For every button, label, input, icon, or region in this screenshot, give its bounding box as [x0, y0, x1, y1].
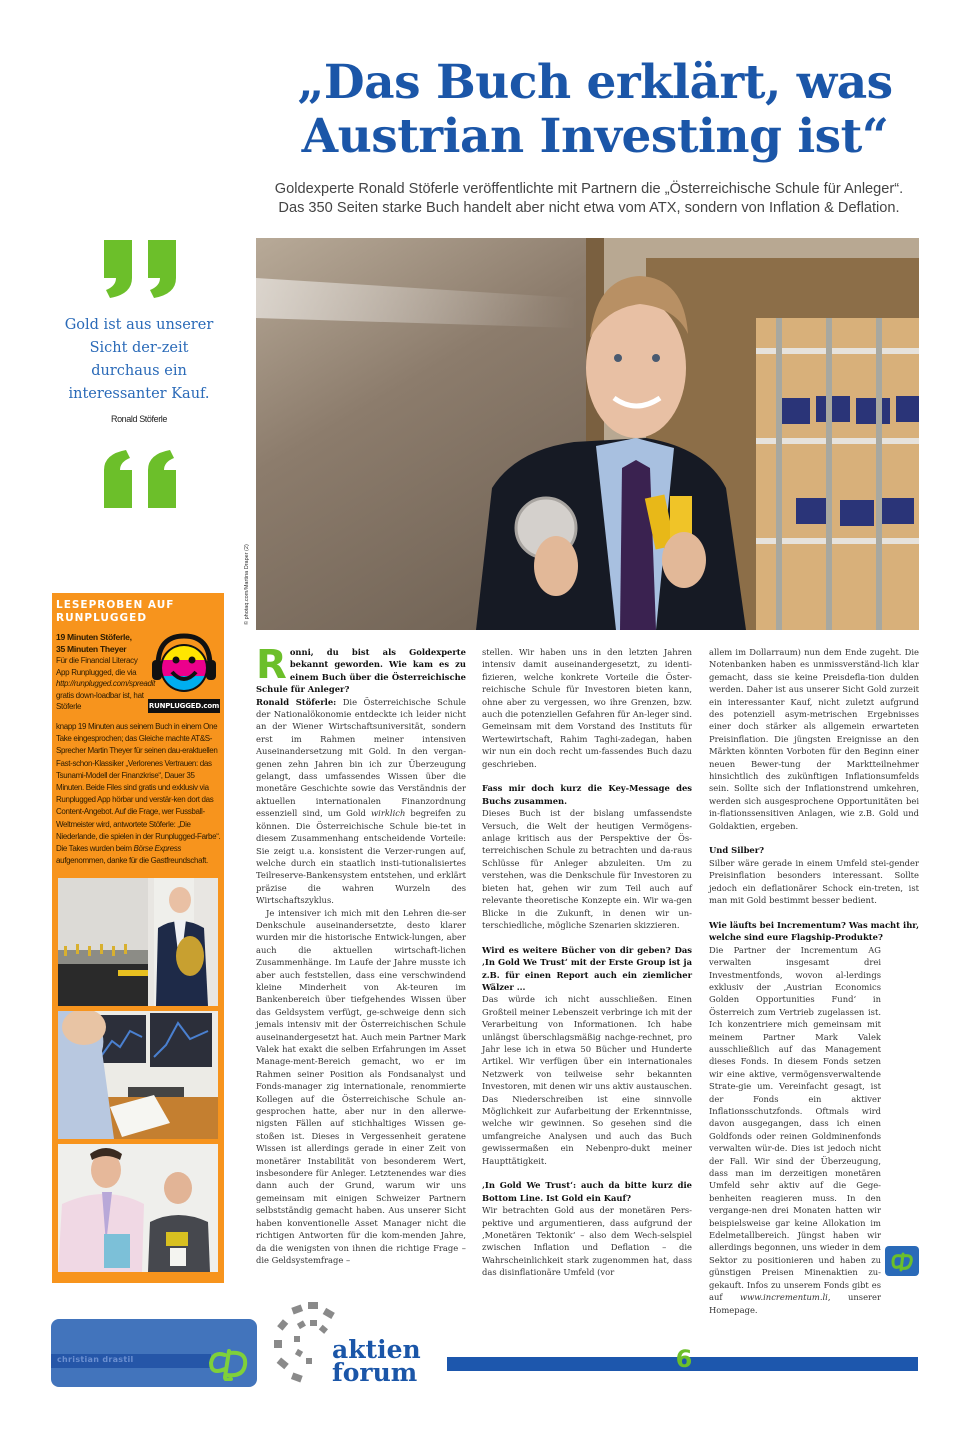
boerse-express-text: Börse Express	[133, 844, 182, 854]
photo-credit: © photaq.com/Martina Draper (2)	[244, 544, 250, 625]
wordmark-line: aktien	[332, 1335, 421, 1364]
photo-reading-desk	[58, 1011, 218, 1139]
dropcap: R	[256, 642, 287, 688]
answer-paragraph: allem im Dollarraum) nun dem Ende zugeht. Die Notenbanken haben es unmissverständ-lich klar gemacht, dass sie keine Preisdefla-tion dulden werden. Daher ist aus unserer Sicht Gold zurzeit ein interessanter Kauf, nicht zuletzt aufgrund des potenziell asym-metrischen Ergebnisses einer doch stärker als allgemein erwarteten Preisinflation. Die jüngsten Ereignisse an den Märkten könnten Vorboten für den Beginn einer neuen Bewer-tung der Marktteilnehmer hinsichtlich des zukünftigen Inflationsumfelds sein. Sollte sich der Inflationstrend umkehren, werden sich ausgesprochene Opportunitäten bei in-flationssensitiven Anlagen, wie z.B. Gold und Goldaktien, ergeben.	[709, 647, 919, 831]
incrementum-link[interactable]: www.incrementum.li	[739, 1292, 828, 1303]
lead-line: Das 350 Seiten starke Buch handelt aber nicht etwa vom ATX, sondern von Inflation & Deflation.	[278, 200, 900, 216]
sidebar-subtitle	[56, 632, 151, 655]
main-photo-stoeferle-gold	[256, 238, 919, 630]
lead-paragraph	[255, 180, 923, 218]
sidebar-text: knapp 19 Minuten aus seinem Buch in einem One Take eingesprochen; das Gleiche machte AT&S-Sprecher Martin Theyer für seinen dau-eraktuellen Fast-schon-Klassiker „Verlorenes Vertrauen: das Tsunami-Modell der Finanzkrise“, Dauer 35 Minuten. Beide Files sind gratis und exklusiv via Runplugged App hörbar und verstär-ken dort das Content-Angebot. Auf die Frage, wer Fussball-Weltmeister wird, antwortete Stöferle: „Die Niederlande, die spielen in der Runplugged-Farbe“. Die Takes wurden beim	[56, 722, 221, 854]
headphone-smiley-icon	[148, 630, 220, 698]
answer-text: begreifen zu können. Die Österreichische Schule bie-tet in diesem Zusammenhang entscheidende Vorteile: Sie zeigt u.a. konsistent die Verzer-rungen auf, welche durch ein staatlich insti-tutionalisiertes Teilreserve-Bankensystem entstehen, und erklärt präzise die wahren Wurzeln des Wirtschaftszyklus.	[256, 808, 466, 906]
answer-paragraph: Silber wäre gerade in einem Umfeld stei-gender Preisinflation besonders interessant. Sollte jedoch ein deflationärer Schock ein-treten, ist man mit Gold bestimmt besser bedient.	[709, 857, 919, 906]
emphasis-text: wirklich	[370, 808, 406, 819]
answer-paragraph: Dieses Buch ist der bislang umfassendste Versuch, die Welt der heutigen Vermögens-anlage kritisch aus der Perspektive der Ös-terreichischen Schule zu betrachten und da-raus Schlüsse für Anleger abzuleiten. Um zu verstehen, was die Denkschule für Investoren zu bieten hat, gehen wir zum Teil auch auf relevante theoretische Konzepte ein. Wir wa-gen Blicke in die Zukunft, in denen wir un-terschiedliche, mögliche Szenarien skizzieren.	[482, 808, 692, 930]
sidebar-subtitle-line: 19 Minuten Stöferle,	[56, 632, 132, 642]
sidebar-text: aufgenommen, danke für die Gastfreundschaft.	[56, 856, 208, 866]
answer-text: Die Partner der Incrementum AG verwalten insgesamt drei Investmentfonds, wovon al-lerdings exklusiv der ‚Austrian Economics Golden Opportunities Fund‘ in Österreich zum Vertrieb zugelassen ist. Ich konzentriere mich gemeinsam mit meinem Partner Mark Valek ausschließlich auf das Management dieses Fonds. In diesem Fonds setzen wir eine aktive, vermögensverwaltende Strate-gie um. Vereinfacht gesagt, ist der Fonds ein aktiver Inflationsschutzfonds. Oftmals wird davon ausgegangen, dass ich einen Goldfonds oder reinen Goldminenfonds verwalten wür-de. Dies ist jedoch nicht der Fall. Wir sind der Überzeugung, dass man im derzeitigen monetären Umfeld sehr aktiv auf die Gege-benheiten reagieren muss. In den vergange-nen drei Monaten hatten wir beispielsweise gar keine Allokation im Edelmetallbereich. Jüngst haben wir allerdings begonnen, uns wieder in dem Sektor zu positionieren und haben zu günstigen Preisen Minenaktien zu-gekauft. Infos zu unserem Fonds gibt es auf	[709, 944, 881, 1303]
sidebar-title: LESEPROBEN AUF RUNPLUGGED	[56, 599, 175, 624]
answer-paragraph: Das würde ich nicht ausschließen. Einen Großteil meiner Lebenszeit verbringe ich mit der Verarbeitung von Informationen. Ich habe unlängst überschlagsmäßig nachge-rechnet, pro Jahr lese ich in etwa 50 Bücher und Hunderte Artikel. Wir verfügen über ein internationales Netzwerk von teilweise sehr bekannten Investoren, mit denen wir uns aktiv austauschen. Das Niederschreiben ist eine sinnvolle Möglichkeit zur Aufarbeitung der Erkenntnisse, welche wir gewinnen. So gesehen sind die umfangreiche Analysen und auch das Buch gewissermaßen ein Nebenpro-dukt meiner Haupttätigkeit.	[482, 994, 692, 1166]
photo-stoeferle-trophy	[58, 878, 218, 1006]
photo-two-men-book	[58, 1144, 218, 1272]
article-column-2	[482, 646, 692, 1279]
author-logo-christian-drastil	[51, 1319, 257, 1387]
answer-text: Die Österreichische Schule der Nationalökonomie entdeckte ich leider nicht an der Wiener Wirtschaftsuniversität, sondern erst im Rahmen meiner intensiven Auseinandersetzung mit Gold. In den vergan-genen zehn Jahren bin ich zur Überzeugung gelangt, dass umfassendes Wissen über die monetäre Geschichte sowie das Verständnis der aktuellen internationalen Finanzordnung essenziell sind, um Gold	[256, 696, 466, 819]
lead-line: Goldexperte Ronald Stöferle veröffentlichte mit Partnern die „Österreichische Schule für Anleger“.	[274, 181, 904, 197]
answer-paragraph: Je intensiver ich mich mit den Lehren die-ser Denkschule auseinandersetzte, desto klarer wurden mir die historische Entwick-lungen, aber auch die aktuellen wirtschaft-lichen Zusammenhänge. Im Laufe der Jahre musste ich aber auch feststellen, dass eine verschwindend kleine Minderheit von Ak-teuren im Bankenbereich über tiefgehendes Wissen über das Geldsystem verfügt, ge-schweige denn sich jemals intensiv mit der Österreichischen Schule auseinandergesetzt hat. Auch mein Partner Mark Valek hat exakt die selben Erfahrungen im Asset Manage-ment-Bereich gemacht, wo er im Rahmen seiner Position als Fondsanalyst und Fonds-manager zig internationale, renommierte Kollegen auf die Österreichische Schule an-gesprochen hatte, aber nur in den allerwe-nigsten Fällen auf stichhaltiges Wissen ge-stoßen ist. Dieses in Vergessenheit geratene Wissen ist allerdings gerade in einer Zeit von monetärer Instabilität von besonderem Wert, insbesondere für Anleger. Letztenendes war dies dann auch der Grund, warum wir uns gemeinsam mit einigen Schweizer Partnern selbstständig gemacht haben. Aus unserer Sicht haben konventionelle Asset Manager nicht die richtigen Antworten für die kom-menden Jahre, da die wenigsten von ihnen die richtige Frage – die Geldsystemfrage –	[256, 907, 466, 1265]
runplugged-link[interactable]: http://runplugged.com/spreadit	[56, 679, 156, 689]
question: Wird es weitere Bücher von dir geben? Das ‚In Gold We Trust‘ mit der Erste Group ist ja z.B. für einen Report auch ein ziemlicher Wälzer ...	[482, 944, 692, 992]
question: Fass mir doch kurz die Key-Message des Buchs zusammen.	[482, 783, 692, 806]
cd-end-mark-icon	[885, 1246, 919, 1276]
pull-quote-text: Gold ist aus unserer Sicht der-zeit durchaus ein interessanter Kauf.	[64, 317, 214, 402]
runplugged-brand-label: RUNPLUGGED.com	[148, 699, 220, 713]
speaker-name: Ronald Stöferle:	[256, 696, 337, 707]
question: ‚In Gold We Trust‘: auch da bitte kurz die Bottom Line. Ist Gold ein Kauf?	[482, 1180, 692, 1203]
closing-quote-icon	[90, 240, 190, 300]
author-name: christian drastil	[57, 1355, 134, 1364]
runplugged-sidebar	[52, 593, 224, 1283]
pull-quote-author: Ronald Stöferle	[110, 414, 168, 424]
headline: „Das Buch erklärt, was Austrian Investing ist“	[297, 55, 893, 164]
page-number: 6	[675, 1345, 693, 1373]
aktienforum-wordmark	[332, 1335, 421, 1387]
article-column-1	[256, 642, 466, 1266]
sidebar-subtitle-line: 35 Minuten Theyer	[56, 643, 127, 654]
question: Wie läufts bei Incrementum? Was macht ihr, welche sind eure Flagship-Produkte?	[709, 919, 919, 943]
answer-text: , unserer Homepage.	[709, 1292, 881, 1315]
sidebar-text: Für die Financial Literacy App Runplugged, die via	[56, 656, 138, 677]
answer-paragraph: stellen. Wir haben uns in den letzten Jahren intensiv damit auseinandergesetzt, zu identi-fizieren, welche konkrete Vorteile die Öster-reichische Schule für Investoren bieten kann, ohne aber zu vergessen, wo ihre Grenzen, bzw. auch die potenziellen Gefahren für An-leger sind. Gemeinsam mit dem Vorstand des Instituts für Wertewirtschaft, Rahim Taghi-zadegan, haben wir nun ein doch recht um-fassendes Buch dazu geschrieben.	[482, 647, 692, 769]
question: onni, du bist als Goldexperte bekannt geworden. Wie kam es zu einem Buch über die Österreichische Schule für Anleger?	[256, 647, 466, 695]
answer-paragraph: Wir betrachten Gold aus der monetären Pers-pektive und argumentieren, dass aufgrund der ‚Monetären Tektonik‘ – also dem Wech-selspiel zwischen Inflation und Deflation – die Wahrscheinlichkeit stark zugenommen hat, dass das disinflationäre Umfeld (vor	[482, 1205, 692, 1278]
article-column-3	[709, 646, 919, 1316]
question: Und Silber?	[709, 845, 765, 856]
sidebar-text: gratis down-loadbar ist, hat Stöferle	[56, 690, 144, 712]
sidebar-body-bottom	[56, 721, 222, 867]
opening-quote-icon	[90, 448, 190, 508]
wordmark-line: forum	[332, 1358, 418, 1387]
cd-logo-icon	[203, 1345, 253, 1381]
sidebar-body-top	[56, 655, 156, 713]
